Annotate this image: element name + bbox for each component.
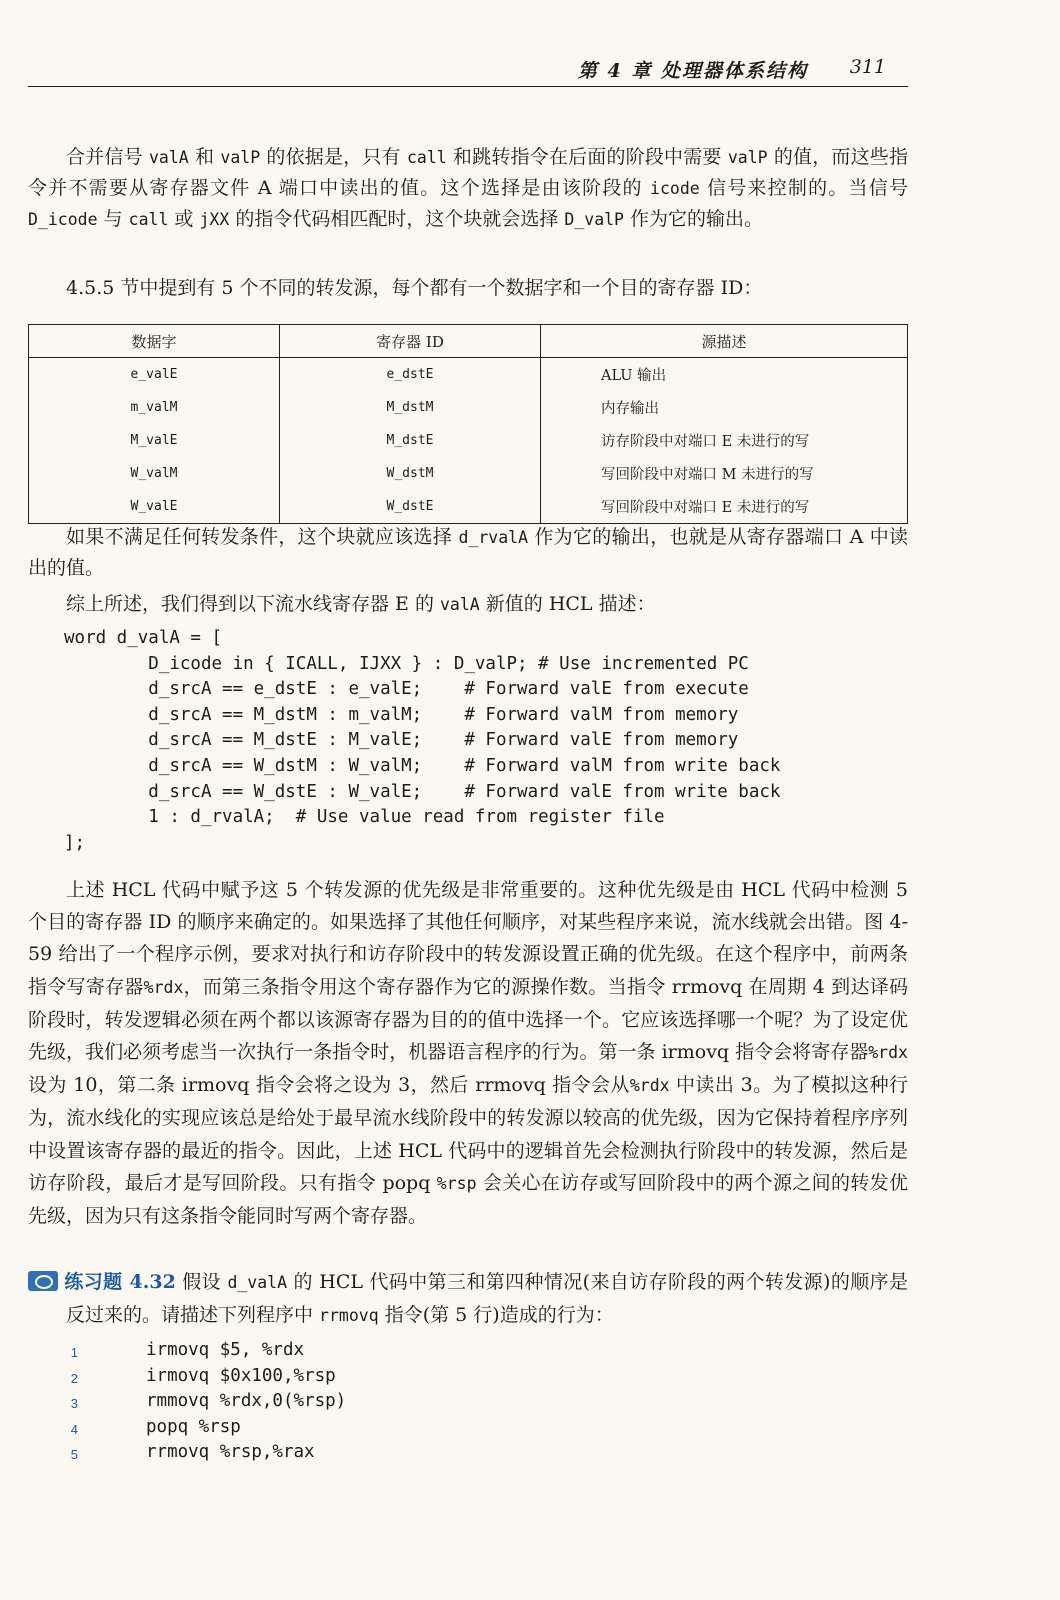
exercise-4-32: 练习题 4.32 假设 d_valA 的 HCL 代码中第三和第四种情况(来自访存阶段的两个转发源)的顺序是反过来的。请描述下列程序中 rrmovq 指令(第 5 行)造成的行为： <box>28 1266 908 1332</box>
table-cell: e_valE <box>29 358 280 392</box>
table-cell: 写回阶段中对端口 M 未进行的写 <box>541 457 908 490</box>
forwarding-sources-table <box>28 324 908 524</box>
line-number: 4 <box>70 1421 78 1437</box>
table-row <box>29 358 908 392</box>
table-cell: M_dstM <box>280 391 541 424</box>
listing-code: rrmovq %rsp,%rax <box>146 1442 315 1463</box>
table-cell: 内存输出 <box>541 391 908 424</box>
line-number: 1 <box>70 1345 78 1360</box>
table-row <box>29 490 908 524</box>
paragraph-4: 综上所述，我们得到以下流水线寄存器 E 的 valA 新值的 HCL 描述： <box>66 593 656 615</box>
table-cell: W_valE <box>29 490 280 524</box>
table-cell: W_dstE <box>280 490 541 524</box>
hcl-code-block: word d_valA = [ D_icode in { ICALL, IJXX } : D_valP; # Use incremented PC d_srcA == e_dstE : e_valE; # Forward valE from execute d_srcA == M_dstM : m_valM; # Forward valM from memory d_srcA == M_dstE : M_valE; # Forward valE from memory d_srcA == W_dstM : W_valM; # Forward valM from write back d_srcA == W_dstE : W_valE; # Forward valE from write back 1 : d_rvalA; # Use value read from register file ]; <box>64 628 781 853</box>
listing-code: rmmovq %rdx,0(%rsp) <box>146 1391 347 1412</box>
listing-code: popq %rsp <box>146 1416 241 1437</box>
paragraph-3: 如果不满足任何转发条件，这个块就应该选择 d_rvalA 作为它的输出，也就是从寄存器端口 A 中读出的值。 <box>28 526 909 579</box>
table-cell: M_valE <box>29 424 280 457</box>
exercise-icon <box>28 1271 58 1291</box>
listing-code: irmovq $0x100,%rsp <box>146 1365 336 1386</box>
column-header: 寄存器 ID <box>280 325 541 358</box>
paragraph-2: 4.5.5 节中提到有 5 个不同的转发源，每个都有一个数据字和一个目的寄存器 ID： <box>66 277 763 299</box>
running-header <box>28 52 908 87</box>
table-row <box>29 457 908 490</box>
column-header: 源描述 <box>541 325 908 358</box>
table-cell: W_valM <box>29 457 280 490</box>
table-cell: W_dstM <box>280 457 541 490</box>
table-header-row <box>29 325 908 358</box>
paragraph-5: 上述 HCL 代码中赋予这 5 个转发源的优先级是非常重要的。这种优先级是由 HCL 代码中检测 5 个目的寄存器 ID 的顺序来确定的。如果选择了其他任何顺序，对某些程序来说，流水线就会出错。图 4-59 给出了一个程序示例，要求对执行和访存阶段中的转发源设置正确的优先级。在这个程序中，前两条指令写寄存器%rdx，而第三条指令用这个寄存器作为它的源操作数。当指令 rrmovq 在周期 4 到达译码阶段时，转发逻辑必须在两个都以该源寄存器为目的的值中选择一个。它应该选择哪一个呢？为了设定优先级，我们必须考虑当一次执行一条指令时，机器语言程序的行为。第一条 irmovq 指令会将寄存器%rdx 设为 10，第二条 irmovq 指令会将之设为 3，然后 rrmovq 指令会从%rdx 中读出 3。为了模拟这种行为，流水线化的实现应该总是给处于最早流水线阶段中的转发源以较高的优先级，因为它保持着程序序列中设置该寄存器的最近的指令。因此，上述 HCL 代码中的逻辑首先会检测执行阶段中的转发源，然后是访存阶段，最后才是写回阶段。只有指令 popq %rsp 会关心在访存或写回阶段中的两个源之间的转发优先级，因为只有这条指令能同时写两个寄存器。 <box>28 879 908 1228</box>
table-cell: 写回阶段中对端口 E 未进行的写 <box>541 490 908 524</box>
chapter-title: 第 4 章 处理器体系结构 <box>577 60 808 82</box>
line-number: 2 <box>70 1370 78 1386</box>
page-number: 311 <box>849 56 886 78</box>
exercise-title: 练习题 4.32 <box>64 1271 176 1293</box>
line-number: 3 <box>70 1396 78 1412</box>
table-row <box>29 391 908 424</box>
column-header: 数据字 <box>29 325 280 358</box>
listing-code: irmovq $5, %rdx <box>146 1340 305 1360</box>
table-cell: M_dstE <box>280 424 541 457</box>
table-cell: m_valM <box>29 391 280 424</box>
table-cell: ALU 输出 <box>541 358 908 392</box>
paragraph-1: 合并信号 valA 和 valP 的依据是，只有 call 和跳转指令在后面的阶段中需要 valP 的值，而这些指令并不需要从寄存器文件 A 端口中读出的值。这个选择是由该阶段的 icode 信号来控制的。当信号 D_icode 与 call 或 jXX 的指令代码相匹配时，这个块就会选择 D_valP 作为它的输出。 <box>28 146 909 230</box>
table-cell: 访存阶段中对端口 E 未进行的写 <box>541 424 908 457</box>
table-row <box>29 424 908 457</box>
table-cell: e_dstE <box>280 358 541 392</box>
line-number: 5 <box>70 1447 78 1463</box>
